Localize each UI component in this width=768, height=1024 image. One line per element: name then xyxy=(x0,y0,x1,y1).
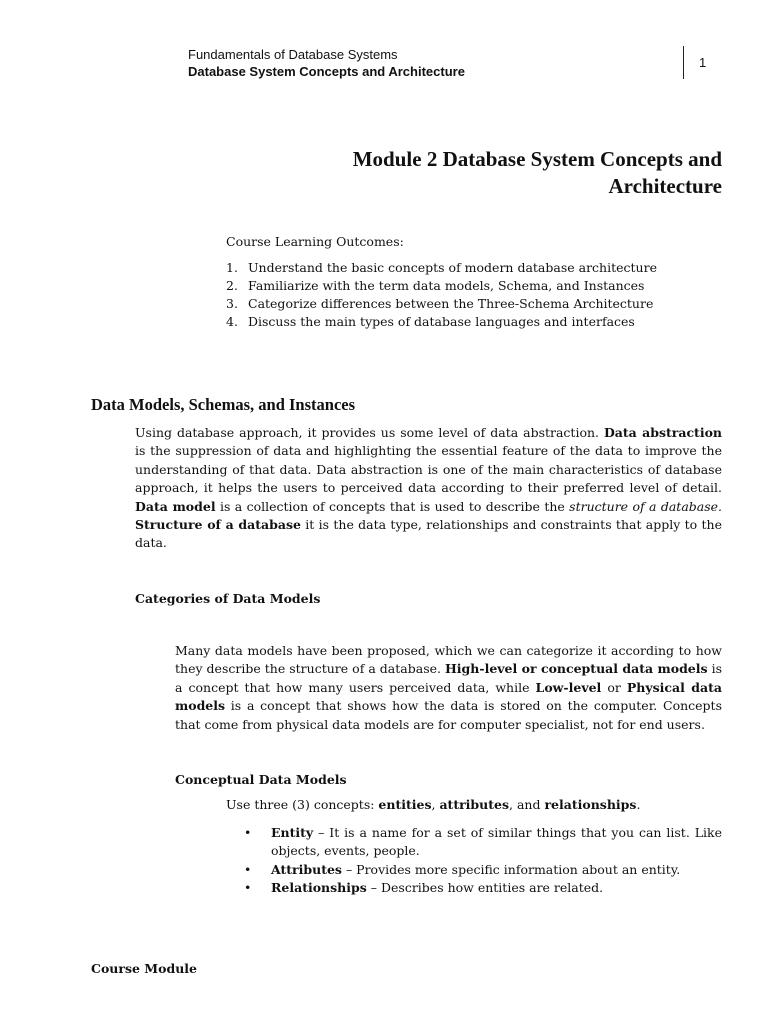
text-run: it is the data type, relationships and constraints that apply to the data. xyxy=(135,517,722,551)
categories-paragraph xyxy=(175,642,722,734)
bold-term: Relationships xyxy=(271,880,367,896)
list-item-text: Categorize differences between the Three-Schema Architecture xyxy=(248,296,654,311)
list-item-text: Understand the basic concepts of modern database architecture xyxy=(248,260,657,275)
list-item xyxy=(226,295,657,313)
page-number: 1 xyxy=(699,55,707,70)
list-item-text: Familiarize with the term data models, Schema, and Instances xyxy=(248,278,645,293)
text-run: – Provides more specific information about an entity. xyxy=(341,861,681,877)
text-run: is a concept that how many users perceived data, while xyxy=(175,661,722,695)
header-module-subtitle: Database System Concepts and Architecture xyxy=(188,64,465,79)
page-title-line-2: Architecture xyxy=(608,174,722,198)
list-item xyxy=(226,313,657,331)
bold-term: attributes xyxy=(439,797,510,812)
bullet-icon: • xyxy=(244,880,252,896)
text-run: or xyxy=(601,679,627,695)
header-course-title: Fundamentals of Database Systems xyxy=(188,47,398,62)
text-run: Many data models have been proposed, which we can categorize it according to how they describe the structure of a database. xyxy=(175,643,722,677)
subsection-heading: Categories of Data Models xyxy=(135,591,321,606)
bold-term: Structure of a database xyxy=(135,517,301,533)
list-item-number: 3. xyxy=(226,296,238,311)
list-item-number: 4. xyxy=(226,314,238,329)
text-run: . xyxy=(636,797,641,812)
list-item xyxy=(226,277,657,295)
bullet-icon: • xyxy=(244,861,252,877)
list-item-number: 2. xyxy=(226,278,238,293)
concepts-bullet-list xyxy=(244,824,722,898)
text-run: is a concept that shows how the data is stored on the computer. Concepts that come from physical data models are for computer specialist, not for end users. xyxy=(175,698,722,732)
text-run: Using database approach, it provides us some level of data abstraction. xyxy=(135,425,604,440)
list-item xyxy=(226,259,657,277)
bold-term: Data abstraction xyxy=(603,425,723,440)
list-item-text: Discuss the main types of database languages and interfaces xyxy=(248,314,635,329)
intro-paragraph xyxy=(135,424,722,553)
page-title-line-1: Module 2 Database System Concepts and xyxy=(352,147,722,171)
text-run: , and xyxy=(509,797,545,812)
text-run: , xyxy=(431,797,440,812)
outcomes-heading: Course Learning Outcomes: xyxy=(226,234,404,249)
bold-term: High-level or conceptual data models xyxy=(445,661,708,677)
section-heading: Data Models, Schemas, and Instances xyxy=(91,395,356,414)
list-item xyxy=(244,861,722,879)
list-item-number: 1. xyxy=(226,260,238,275)
bold-term: Entity xyxy=(271,825,314,840)
bold-term: Low-level xyxy=(535,679,602,695)
bold-term: Attributes xyxy=(271,861,342,877)
text-run: – It is a name for a set of similar things that you can list. Like objects, events, people. xyxy=(271,825,722,859)
italic-term: structure of a database. xyxy=(569,498,723,514)
text-run: is a collection of concepts that is used to describe the xyxy=(215,498,570,514)
bold-term: relationships xyxy=(544,797,637,812)
outcomes-list xyxy=(226,259,657,331)
list-item xyxy=(244,824,722,861)
bold-term: Physical data models xyxy=(175,679,722,714)
bullet-icon: • xyxy=(244,825,252,840)
text-run: is the suppression of data and highlighting the essential feature of the data to improve the understanding of that data. Data abstraction is one of the main characteristics of database approach, it helps the users to perceived data according to their preferred level of detail. xyxy=(135,443,722,496)
list-item xyxy=(244,879,722,897)
subsection-heading: Conceptual Data Models xyxy=(175,772,347,787)
concepts-line xyxy=(226,797,640,812)
bold-term: entities xyxy=(378,797,432,812)
bold-term: Data model xyxy=(135,498,216,514)
text-run: – Describes how entities are related. xyxy=(366,880,604,896)
header-divider xyxy=(683,46,684,79)
page-title xyxy=(262,146,722,200)
text-run: Use three (3) concepts: xyxy=(226,797,379,812)
footer-label: Course Module xyxy=(91,961,198,976)
